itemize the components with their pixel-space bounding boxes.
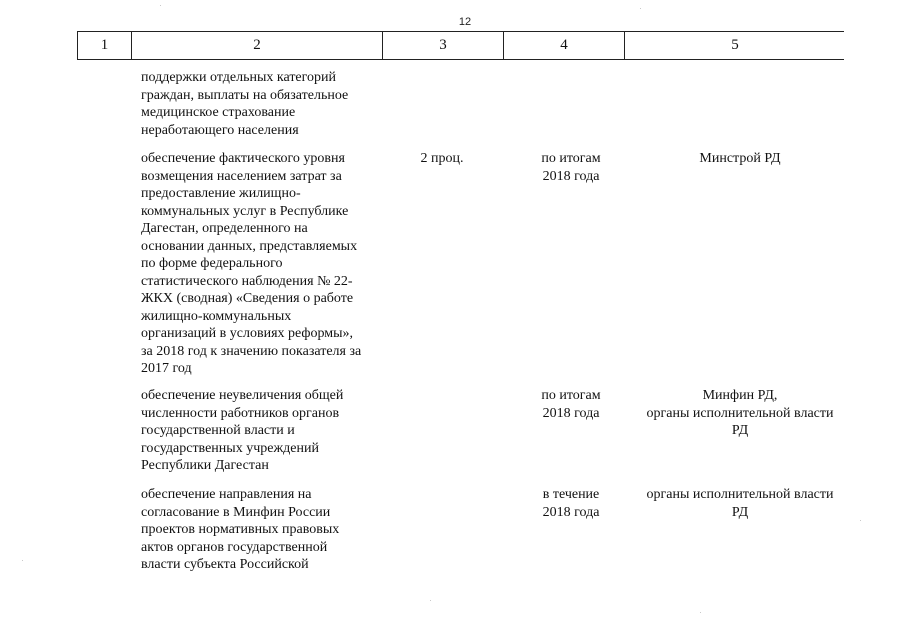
scan-speck xyxy=(640,8,641,9)
column-header-4: 4 xyxy=(504,32,625,59)
scan-speck xyxy=(430,600,431,601)
column-header-3: 3 xyxy=(383,32,504,59)
page-number: 12 xyxy=(458,16,472,28)
column-header-2: 2 xyxy=(132,32,383,59)
responsible-body: Минстрой РД xyxy=(699,151,781,166)
scan-speck xyxy=(22,560,23,561)
deadline: по итогам 2018 года xyxy=(541,388,601,421)
indicator-value: 2 проц. xyxy=(420,151,464,166)
responsible-body: органы исполнительной власти РД xyxy=(646,487,834,520)
table-header xyxy=(77,31,844,60)
deadline: в течение 2018 года xyxy=(542,487,600,520)
column-header-1: 1 xyxy=(78,32,132,59)
scan-speck xyxy=(160,5,161,6)
measure-description: обеспечение фактического уровня возмещения населением затрат за предоставление жилищно- коммунальных услуг в Республике Дагестан, определенного на основании данных, представляемых по форме федерального статистического наблюдения № 22- ЖКХ (сводная) «Сведения о работе жилищно-коммунальных организаций в условиях реформы», за 2018 год к значению показателя за 2017 год xyxy=(141,151,362,376)
column-header-5: 5 xyxy=(731,37,739,53)
scan-speck xyxy=(700,612,701,613)
scan-speck xyxy=(860,520,861,521)
measure-description: поддержки отдельных категорий граждан, выплаты на обязательное медицинское страхование неработающего населения xyxy=(141,70,349,138)
deadline: по итогам 2018 года xyxy=(541,151,601,184)
measure-description: обеспечение неувеличения общей численности работников органов государственной власти и государственных учреждений Республики Дагестан xyxy=(141,388,344,473)
measure-description: обеспечение направления на согласование в Минфин России проектов нормативных правовых актов органов государственной власти субъекта Российской xyxy=(141,487,340,572)
responsible-body: Минфин РД, органы исполнительной власти РД xyxy=(646,388,834,438)
